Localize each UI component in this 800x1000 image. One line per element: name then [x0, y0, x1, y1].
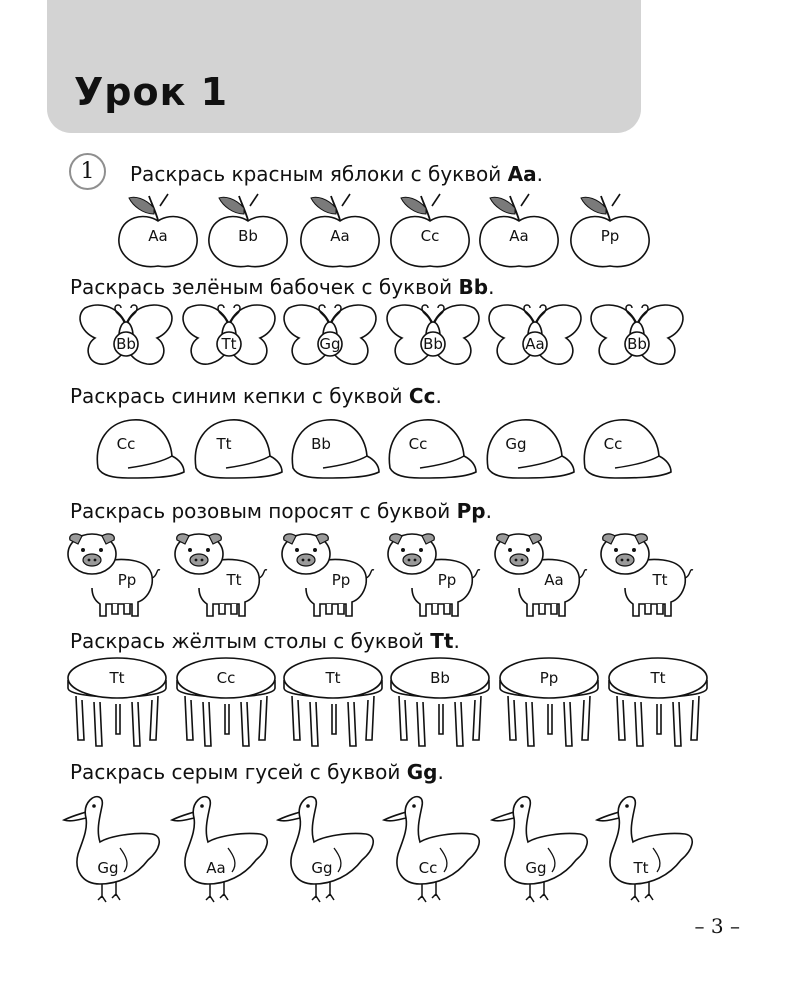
table-letter-label: Pp	[539, 669, 559, 687]
pig-picture[interactable]	[66, 528, 162, 618]
instruction-butterfly	[70, 275, 494, 299]
apple-letter-label: Aa	[330, 227, 350, 245]
instruction-text: Раскрась серым гусей с буквой	[70, 760, 407, 784]
goose-drawing	[168, 790, 272, 908]
goose-drawing	[274, 790, 378, 908]
target-letter: Aa	[507, 162, 537, 186]
pig-picture[interactable]	[173, 528, 269, 618]
butterfly-letter-label: Aa	[525, 335, 545, 353]
goose-picture[interactable]	[593, 790, 697, 908]
goose-letter-label: Aa	[206, 859, 226, 877]
cap-drawing	[384, 412, 480, 488]
cap-letter-label: Bb	[311, 435, 331, 453]
apple-picture[interactable]	[115, 190, 201, 268]
apple-letter-label: Aa	[148, 227, 168, 245]
target-letter: Pp	[456, 499, 486, 523]
table-letter-label: Cc	[216, 669, 236, 687]
apple-letter-label: Pp	[600, 227, 620, 245]
goose-letter-label: Gg	[311, 859, 333, 877]
pig-letter-label: Tt	[226, 571, 242, 589]
cap-drawing	[92, 412, 188, 488]
goose-letter-label: Cc	[418, 859, 438, 877]
butterfly-picture[interactable]	[588, 300, 686, 372]
apple-picture[interactable]	[387, 190, 473, 268]
instruction-text: Раскрась красным яблоки с буквой	[130, 162, 508, 186]
goose-drawing	[380, 790, 484, 908]
table-letter-label: Bb	[430, 669, 450, 687]
cap-picture[interactable]	[92, 412, 188, 488]
page-number: – 3 –	[694, 914, 740, 938]
butterfly-picture[interactable]	[77, 300, 175, 372]
apple-picture[interactable]	[205, 190, 291, 268]
instruction-period: .	[453, 629, 460, 653]
instruction-text: Раскрась синим кепки с буквой	[70, 384, 409, 408]
butterfly-letter-label: Tt	[221, 335, 237, 353]
apple-letter-label: Cc	[420, 227, 440, 245]
table-picture[interactable]	[66, 656, 168, 748]
table-letter-label: Tt	[650, 669, 666, 687]
instruction-period: .	[488, 275, 495, 299]
butterfly-letter-label: Gg	[319, 335, 341, 353]
target-letter: Tt	[430, 629, 454, 653]
goose-picture[interactable]	[60, 790, 164, 908]
cap-letter-label: Gg	[505, 435, 527, 453]
pig-picture[interactable]	[386, 528, 482, 618]
butterfly-picture[interactable]	[180, 300, 278, 372]
apple-picture[interactable]	[297, 190, 383, 268]
goose-letter-label: Gg	[525, 859, 547, 877]
instruction-period: .	[435, 384, 442, 408]
instruction-period: .	[485, 499, 492, 523]
table-picture[interactable]	[389, 656, 491, 748]
butterfly-picture[interactable]	[486, 300, 584, 372]
pig-picture[interactable]	[493, 528, 589, 618]
instruction-period: .	[437, 760, 444, 784]
cap-picture[interactable]	[482, 412, 578, 488]
pig-drawing	[66, 528, 162, 618]
instruction-pig	[70, 499, 492, 523]
butterfly-picture[interactable]	[384, 300, 482, 372]
cap-drawing	[579, 412, 675, 488]
instruction-text: Раскрась зелёным бабочек с буквой	[70, 275, 459, 299]
apple-picture[interactable]	[567, 190, 653, 268]
goose-letter-label: Gg	[97, 859, 119, 877]
instruction-goose	[70, 760, 444, 784]
pig-drawing	[493, 528, 589, 618]
pig-drawing	[173, 528, 269, 618]
cap-picture[interactable]	[287, 412, 383, 488]
cap-letter-label: Cc	[408, 435, 428, 453]
goose-picture[interactable]	[488, 790, 592, 908]
table-picture[interactable]	[175, 656, 277, 748]
apple-letter-label: Bb	[238, 227, 258, 245]
cap-letter-label: Cc	[603, 435, 623, 453]
apple-letter-label: Aa	[509, 227, 529, 245]
goose-drawing	[593, 790, 697, 908]
pig-letter-label: Pp	[117, 571, 137, 589]
table-picture[interactable]	[498, 656, 600, 748]
pig-picture[interactable]	[599, 528, 695, 618]
goose-drawing	[488, 790, 592, 908]
instruction-cap	[70, 384, 442, 408]
pig-letter-label: Pp	[437, 571, 457, 589]
cap-drawing	[482, 412, 578, 488]
lesson-title: Урок 1	[74, 70, 229, 114]
pig-picture[interactable]	[280, 528, 376, 618]
goose-drawing	[60, 790, 164, 908]
cap-letter-label: Tt	[216, 435, 232, 453]
target-letter: Bb	[458, 275, 489, 299]
table-picture[interactable]	[607, 656, 709, 748]
target-letter: Gg	[406, 760, 438, 784]
pig-letter-label: Pp	[331, 571, 351, 589]
goose-picture[interactable]	[380, 790, 484, 908]
cap-picture[interactable]	[579, 412, 675, 488]
instruction-text: Раскрась розовым поросят с буквой	[70, 499, 457, 523]
cap-drawing	[190, 412, 286, 488]
pig-letter-label: Aa	[544, 571, 564, 589]
cap-letter-label: Cc	[116, 435, 136, 453]
table-letter-label: Tt	[109, 669, 125, 687]
cap-picture[interactable]	[190, 412, 286, 488]
target-letter: Cc	[408, 384, 436, 408]
pig-drawing	[386, 528, 482, 618]
instruction-period: .	[536, 162, 543, 186]
goose-letter-label: Tt	[633, 859, 649, 877]
goose-picture[interactable]	[168, 790, 272, 908]
goose-picture[interactable]	[274, 790, 378, 908]
task-number-badge: 1	[69, 153, 106, 190]
butterfly-letter-label: Bb	[423, 335, 443, 353]
table-letter-label: Tt	[325, 669, 341, 687]
table-picture[interactable]	[282, 656, 384, 748]
instruction-text: Раскрась жёлтым столы с буквой	[70, 629, 431, 653]
butterfly-letter-label: Bb	[627, 335, 647, 353]
pig-drawing	[280, 528, 376, 618]
instruction-apple	[130, 162, 543, 186]
apple-picture[interactable]	[476, 190, 562, 268]
cap-picture[interactable]	[384, 412, 480, 488]
instruction-table	[70, 629, 460, 653]
butterfly-picture[interactable]	[281, 300, 379, 372]
pig-drawing	[599, 528, 695, 618]
cap-drawing	[287, 412, 383, 488]
butterfly-letter-label: Bb	[116, 335, 136, 353]
pig-letter-label: Tt	[652, 571, 668, 589]
